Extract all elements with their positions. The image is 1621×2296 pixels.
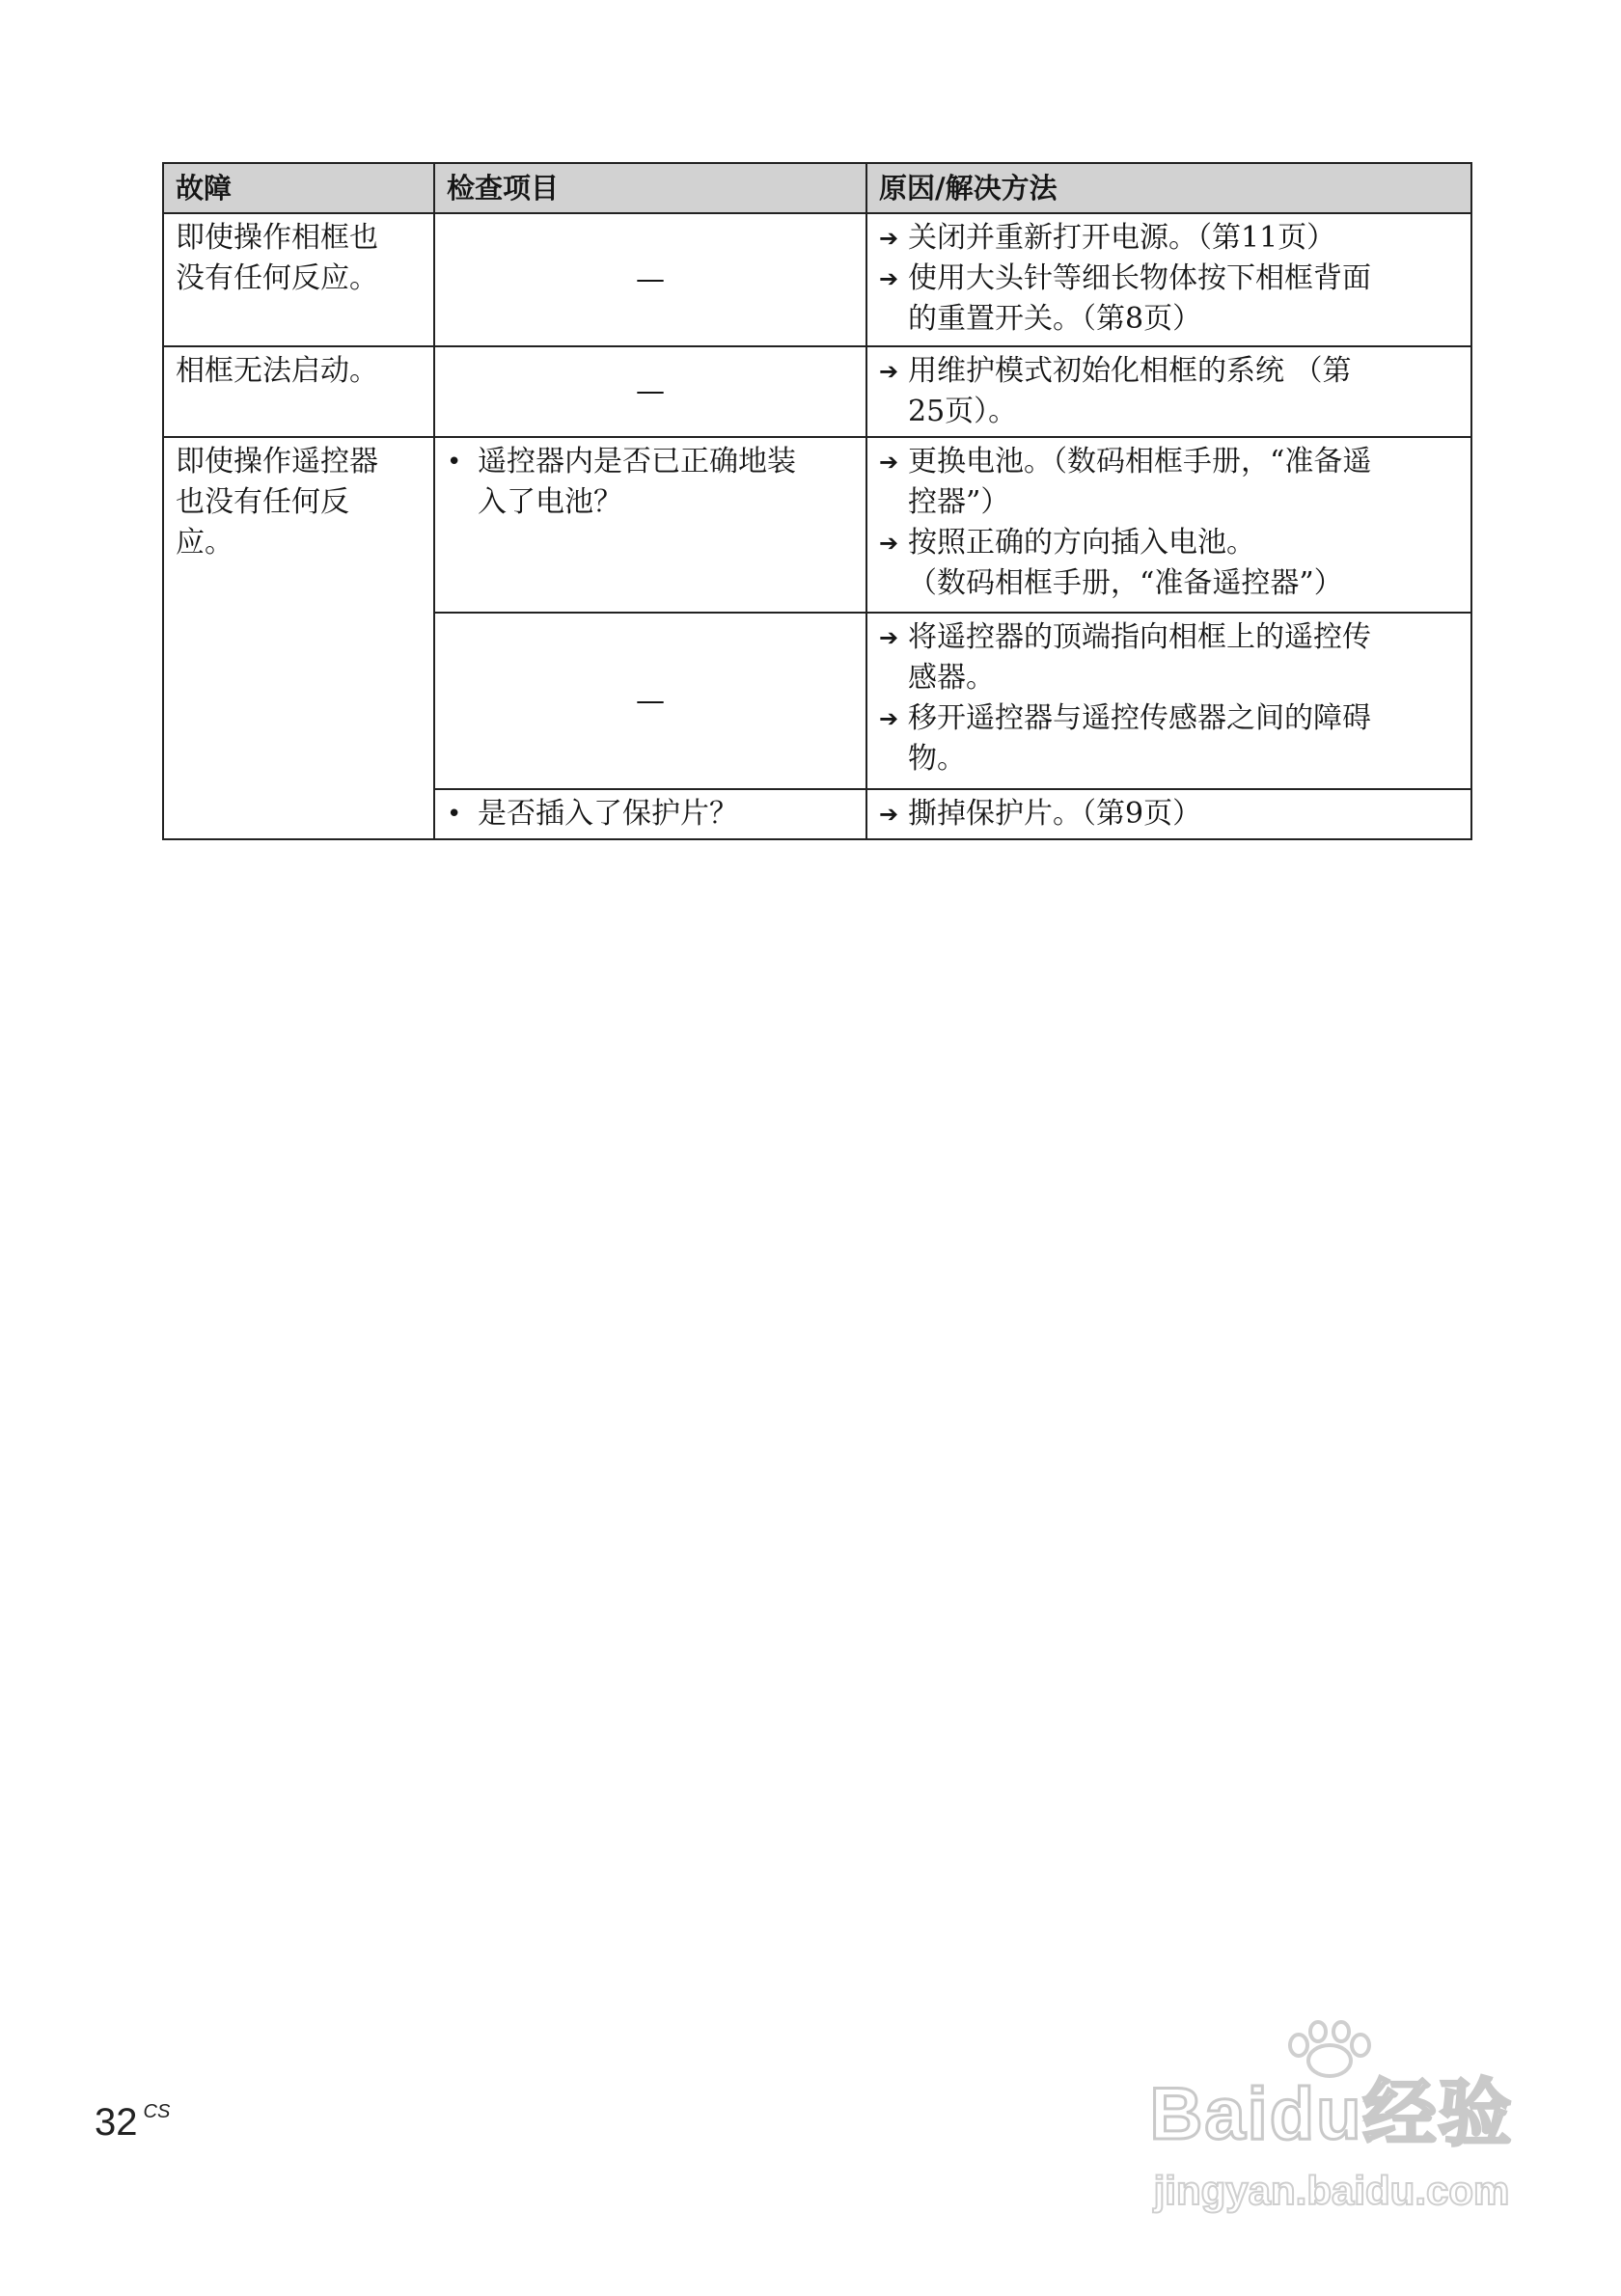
arrow-right-icon: ➔: [879, 265, 899, 292]
solution-item: [879, 794, 1384, 834]
paw-logo-icon: [1272, 2020, 1387, 2078]
table-header-row: [163, 163, 1471, 213]
solution-item: [879, 442, 1384, 523]
solution-cell: [866, 213, 1471, 346]
fault-cell: 即使操作相框也没有任何反应。: [163, 213, 434, 346]
solution-text: 按照正确的方向插入电池。 （数码相框手册，“准备遥控器”）: [908, 526, 1343, 600]
solution-item: [879, 218, 1384, 259]
watermark-logo-text: Baidu经验: [1149, 2073, 1514, 2155]
solution-item: [879, 351, 1384, 432]
check-text: 是否插入了保护片？: [478, 797, 738, 831]
solution-item: [879, 523, 1384, 604]
check-cell: [434, 437, 866, 613]
arrow-right-icon: ➔: [879, 530, 899, 557]
check-item: [447, 794, 811, 834]
watermark: [1129, 2026, 1534, 2219]
check-item: [447, 442, 811, 523]
check-cell: —: [434, 346, 866, 437]
check-cell: [434, 789, 866, 839]
troubleshooting-table: [162, 162, 1472, 840]
page-number: [95, 2101, 170, 2145]
arrow-right-icon: ➔: [879, 449, 899, 476]
solution-text: 用维护模式初始化相框的系统 （第25页）。: [908, 354, 1352, 428]
arrow-right-icon: ➔: [879, 358, 899, 385]
solution-item: [879, 259, 1384, 340]
header-check: 检查项目: [434, 163, 866, 213]
watermark-url: jingyan.baidu.com: [1153, 2168, 1510, 2213]
table-row: [163, 346, 1471, 437]
bullet-icon: •: [447, 800, 462, 829]
fault-cell: 相框无法启动。: [163, 346, 434, 437]
solution-text: 关闭并重新打开电源。（第11页）: [908, 221, 1336, 255]
table-row: [163, 213, 1471, 346]
solution-cell: [866, 613, 1471, 789]
solution-cell: [866, 346, 1471, 437]
solution-text: 将遥控器的顶端指向相框上的遥控传感器。: [908, 620, 1371, 695]
solution-text: 移开遥控器与遥控传感器之间的障碍物。: [908, 701, 1371, 776]
page-number-value: 32: [95, 2101, 138, 2144]
solution-item: [879, 698, 1384, 779]
solution-cell: [866, 789, 1471, 839]
table-row: [163, 437, 1471, 613]
arrow-right-icon: ➔: [879, 801, 899, 828]
header-solution: 原因/解决方法: [866, 163, 1471, 213]
solution-item: [879, 617, 1384, 698]
check-cell: —: [434, 213, 866, 346]
fault-cell: 即使操作遥控器也没有任何反应。: [163, 437, 434, 839]
check-text: 遥控器内是否已正确地装入了电池？: [478, 445, 796, 519]
arrow-right-icon: ➔: [879, 225, 899, 252]
header-fault: 故障: [163, 163, 434, 213]
solution-text: 使用大头针等细长物体按下相框背面的重置开关。（第8页）: [908, 261, 1371, 336]
language-code: CS: [143, 2101, 171, 2122]
bullet-icon: •: [447, 448, 462, 477]
solution-cell: [866, 437, 1471, 613]
solution-text: 撕掉保护片。（第9页）: [908, 797, 1202, 831]
check-cell: —: [434, 613, 866, 789]
arrow-right-icon: ➔: [879, 624, 899, 651]
solution-text: 更换电池。（数码相框手册，“准备遥控器”）: [908, 445, 1372, 519]
arrow-right-icon: ➔: [879, 705, 899, 732]
